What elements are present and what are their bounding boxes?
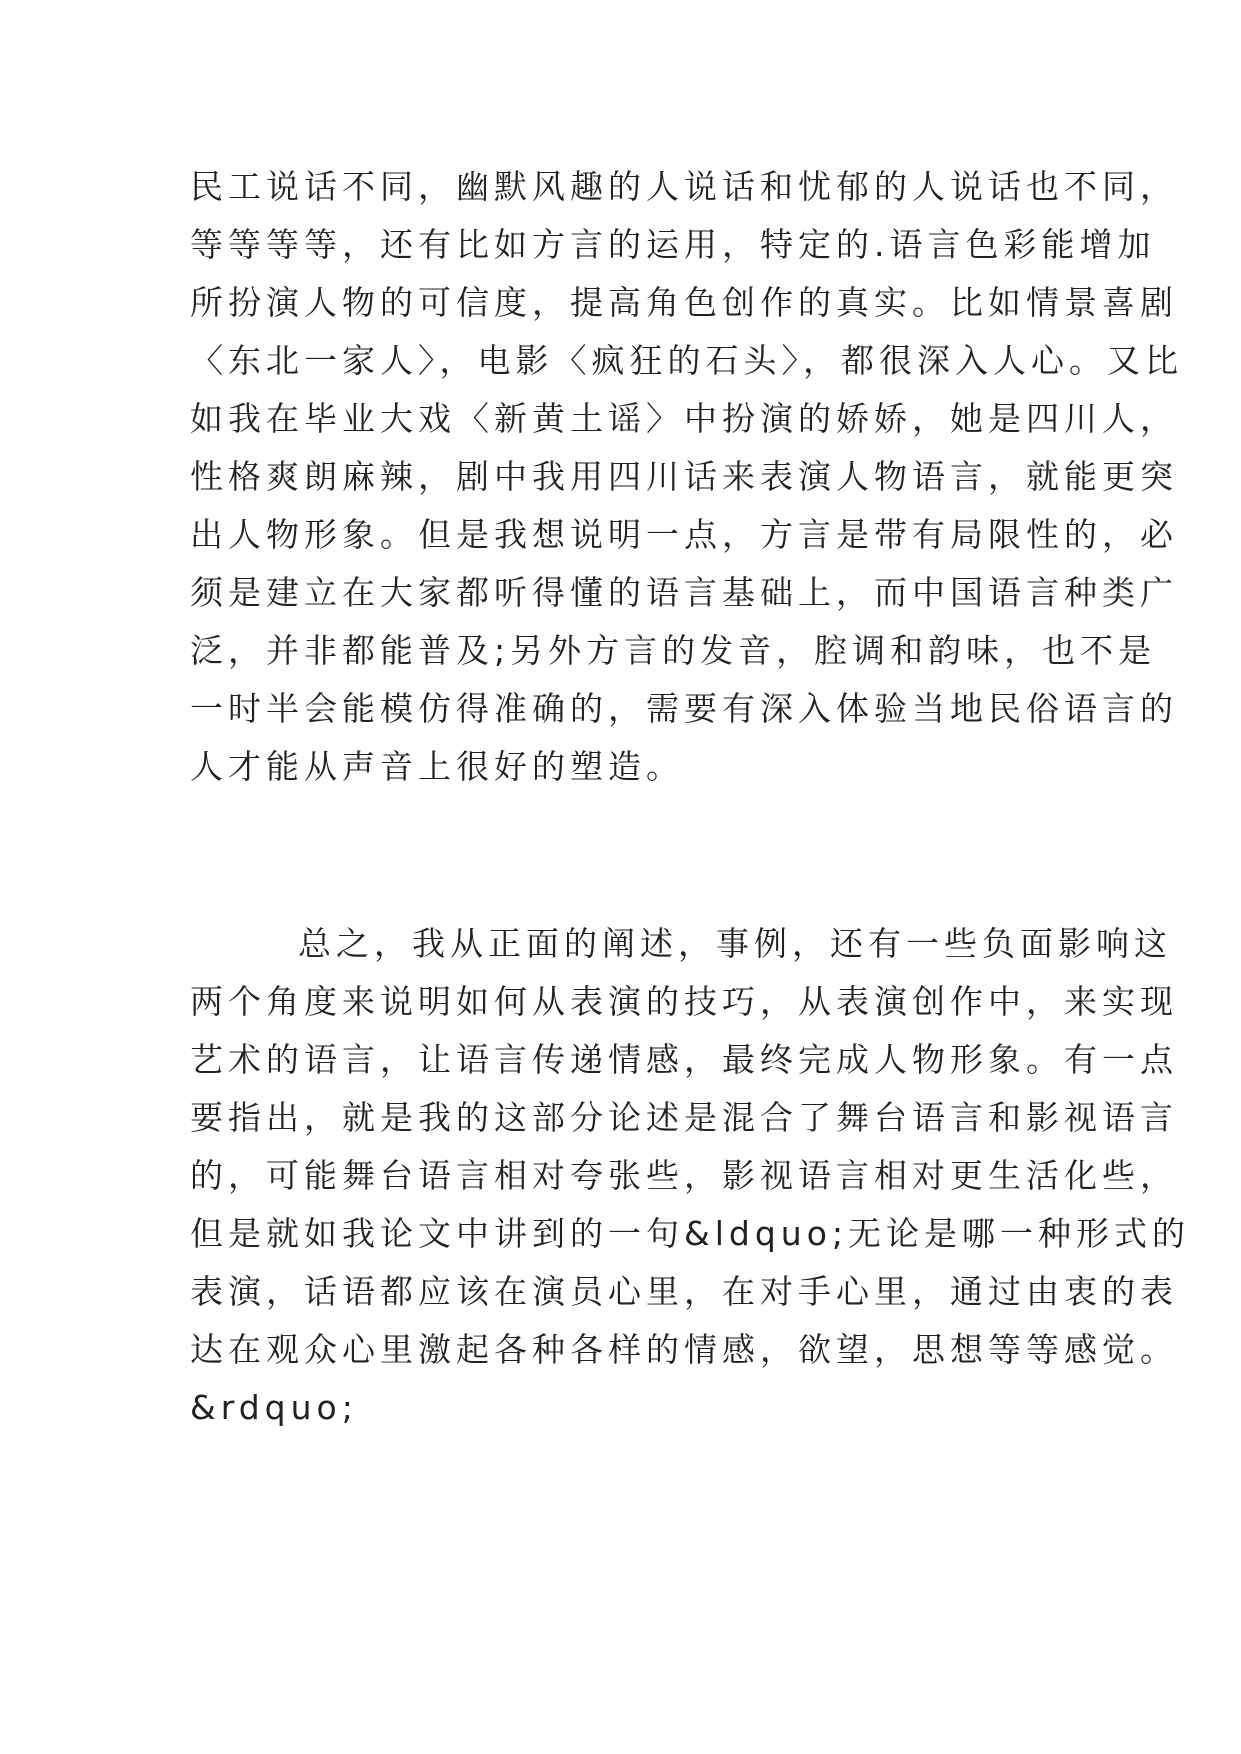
text-line: 艺术的语言，让语言传递情感，最终完成人物形象。有一点 xyxy=(190,1040,1178,1079)
text-line: 要指出，就是我的这部分论述是混合了舞台语言和影视语言 xyxy=(190,1098,1178,1137)
text-line: 人才能从声音上很好的塑造。 xyxy=(190,747,684,786)
text-line: 但是就如我论文中讲到的一句&ldquo;无论是哪一种形式的 xyxy=(190,1214,1191,1253)
text-line: 如我在毕业大戏〈新黄土谣〉中扮演的娇娇，她是四川人， xyxy=(190,399,1178,438)
paragraph-1 xyxy=(190,158,1183,796)
text-line: &rdquo; xyxy=(190,1388,358,1427)
text-line: 须是建立在大家都听得懂的语言基础上，而中国语言种类广 xyxy=(190,573,1178,612)
text-line: 所扮演人物的可信度，提高角色创作的真实。比如情景喜剧 xyxy=(190,283,1178,322)
text-line: 泛，并非都能普及;另外方言的发音，腔调和韵味，也不是 xyxy=(190,631,1157,670)
text-line: 表演，话语都应该在演员心里，在对手心里，通过由衷的表 xyxy=(190,1272,1178,1311)
text-line: 一时半会能模仿得准确的，需要有深入体验当地民俗语言的 xyxy=(190,689,1178,728)
text-line: 两个角度来说明如何从表演的技巧，从表演创作中，来实现 xyxy=(190,982,1178,1021)
text-line: 的，可能舞台语言相对夸张些，影视语言相对更生活化些， xyxy=(190,1156,1178,1195)
text-line: 性格爽朗麻辣，剧中我用四川话来表演人物语言，就能更突 xyxy=(190,457,1178,496)
text-line: 等等等等，还有比如方言的运用，特定的.语言色彩能增加 xyxy=(190,225,1156,264)
text-line-indented: 总之，我从正面的阐述，事例，还有一些负面影响这 xyxy=(298,924,1172,963)
text-line: 民工说话不同，幽默风趣的人说话和忧郁的人说话也不同， xyxy=(190,167,1178,206)
text-line: 出人物形象。但是我想说明一点，方言是带有局限性的，必 xyxy=(190,515,1178,554)
paragraph-2 xyxy=(190,915,1191,1437)
text-line: 达在观众心里激起各种各样的情感，欲望，思想等等感觉。 xyxy=(190,1330,1178,1369)
text-line: 〈东北一家人〉，电影〈疯狂的石头〉，都很深入人心。又比 xyxy=(190,341,1183,380)
